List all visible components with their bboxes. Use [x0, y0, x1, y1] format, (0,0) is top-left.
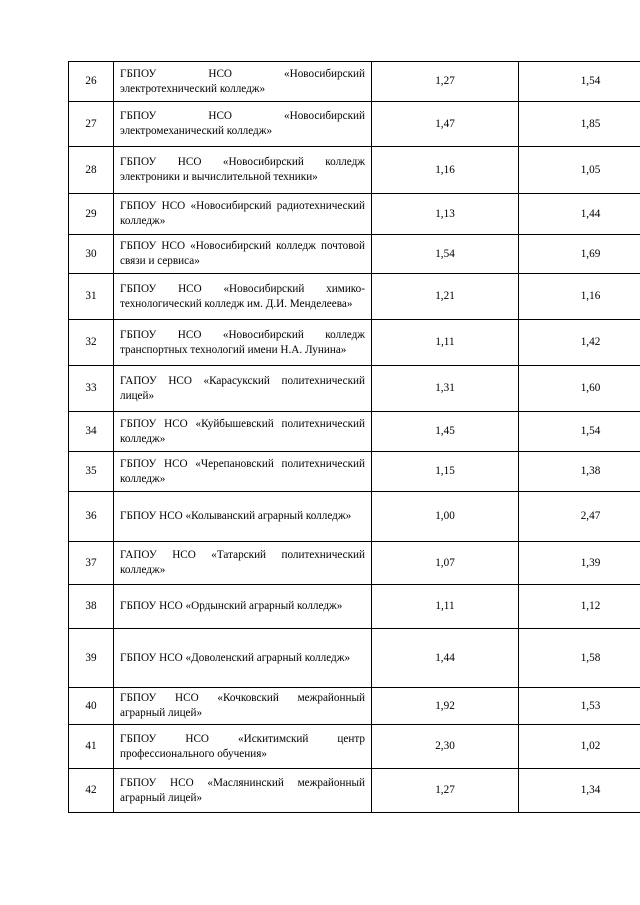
row-number: 42: [69, 769, 114, 813]
value-1: 1,47: [372, 102, 519, 147]
institution-name: ГБПОУ НСО «Маслянинский межрайонный аграрный лицей»: [114, 769, 372, 813]
row-number: 41: [69, 725, 114, 769]
row-number: 27: [69, 102, 114, 147]
institution-name: ГБПОУ НСО «Новосибирский колледж электроники и вычислительной техники»: [114, 147, 372, 194]
value-1: 1,13: [372, 194, 519, 235]
table-row: [69, 412, 640, 452]
table-row: [69, 585, 640, 629]
institution-name: ГБПОУ НСО «Новосибирский колледж транспортных технологий имени Н.А. Лунина»: [114, 320, 372, 366]
table-row: [69, 147, 640, 194]
table-row: [69, 366, 640, 412]
value-2: 1,02: [519, 725, 640, 769]
row-number: 31: [69, 274, 114, 320]
value-1: 1,44: [372, 629, 519, 688]
table-row: [69, 688, 640, 725]
value-1: 2,30: [372, 725, 519, 769]
value-2: 1,54: [519, 62, 640, 102]
value-1: 1,31: [372, 366, 519, 412]
institution-name: ГБПОУ НСО «Новосибирский колледж почтовой связи и сервиса»: [114, 235, 372, 274]
value-2: 1,42: [519, 320, 640, 366]
institution-name: ГБПОУ НСО «Новосибирский электромеханический колледж»: [114, 102, 372, 147]
value-1: 1,15: [372, 452, 519, 492]
table-row: [69, 62, 640, 102]
value-2: 1,69: [519, 235, 640, 274]
table-row: [69, 235, 640, 274]
table-row: [69, 492, 640, 542]
value-1: 1,21: [372, 274, 519, 320]
row-number: 33: [69, 366, 114, 412]
value-1: 1,16: [372, 147, 519, 194]
institution-name: ГБПОУ НСО «Новосибирский радиотехнический колледж»: [114, 194, 372, 235]
value-1: 1,11: [372, 585, 519, 629]
row-number: 28: [69, 147, 114, 194]
table-row: [69, 274, 640, 320]
row-number: 30: [69, 235, 114, 274]
institution-name: ГБПОУ НСО «Искитимский центр профессионального обучения»: [114, 725, 372, 769]
institution-name: ГАПОУ НСО «Карасукский политехнический лицей»: [114, 366, 372, 412]
value-2: 1,38: [519, 452, 640, 492]
value-2: 1,60: [519, 366, 640, 412]
value-2: 1,12: [519, 585, 640, 629]
value-2: 2,47: [519, 492, 640, 542]
row-number: 32: [69, 320, 114, 366]
table-row: [69, 769, 640, 813]
value-2: 1,05: [519, 147, 640, 194]
row-number: 39: [69, 629, 114, 688]
value-2: 1,16: [519, 274, 640, 320]
table-row: [69, 320, 640, 366]
value-2: 1,34: [519, 769, 640, 813]
value-2: 1,44: [519, 194, 640, 235]
institution-name: ГБПОУ НСО «Кочковский межрайонный аграрный лицей»: [114, 688, 372, 725]
value-1: 1,00: [372, 492, 519, 542]
table-row: [69, 725, 640, 769]
value-1: 1,27: [372, 769, 519, 813]
value-1: 1,07: [372, 542, 519, 585]
table-row: [69, 452, 640, 492]
value-2: 1,54: [519, 412, 640, 452]
value-2: 1,58: [519, 629, 640, 688]
institution-name: ГБПОУ НСО «Колыванский аграрный колледж»: [114, 492, 372, 542]
value-2: 1,53: [519, 688, 640, 725]
institution-name: ГБПОУ НСО «Новосибирский электротехнический колледж»: [114, 62, 372, 102]
row-number: 36: [69, 492, 114, 542]
row-number: 34: [69, 412, 114, 452]
institution-name: ГБПОУ НСО «Новосибирский химико-технологический колледж им. Д.И. Менделеева»: [114, 274, 372, 320]
value-1: 1,27: [372, 62, 519, 102]
row-number: 40: [69, 688, 114, 725]
row-number: 26: [69, 62, 114, 102]
row-number: 37: [69, 542, 114, 585]
colleges-table: [68, 61, 640, 813]
value-1: 1,45: [372, 412, 519, 452]
value-1: 1,54: [372, 235, 519, 274]
value-1: 1,92: [372, 688, 519, 725]
row-number: 35: [69, 452, 114, 492]
value-2: 1,85: [519, 102, 640, 147]
table-row: [69, 194, 640, 235]
row-number: 38: [69, 585, 114, 629]
row-number: 29: [69, 194, 114, 235]
institution-name: ГБПОУ НСО «Куйбышевский политехнический колледж»: [114, 412, 372, 452]
table-row: [69, 102, 640, 147]
institution-name: ГАПОУ НСО «Татарский политехнический колледж»: [114, 542, 372, 585]
institution-name: ГБПОУ НСО «Доволенский аграрный колледж»: [114, 629, 372, 688]
value-2: 1,39: [519, 542, 640, 585]
value-1: 1,11: [372, 320, 519, 366]
table-row: [69, 542, 640, 585]
institution-name: ГБПОУ НСО «Ордынский аграрный колледж»: [114, 585, 372, 629]
institution-name: ГБПОУ НСО «Черепановский политехнический колледж»: [114, 452, 372, 492]
table-row: [69, 629, 640, 688]
